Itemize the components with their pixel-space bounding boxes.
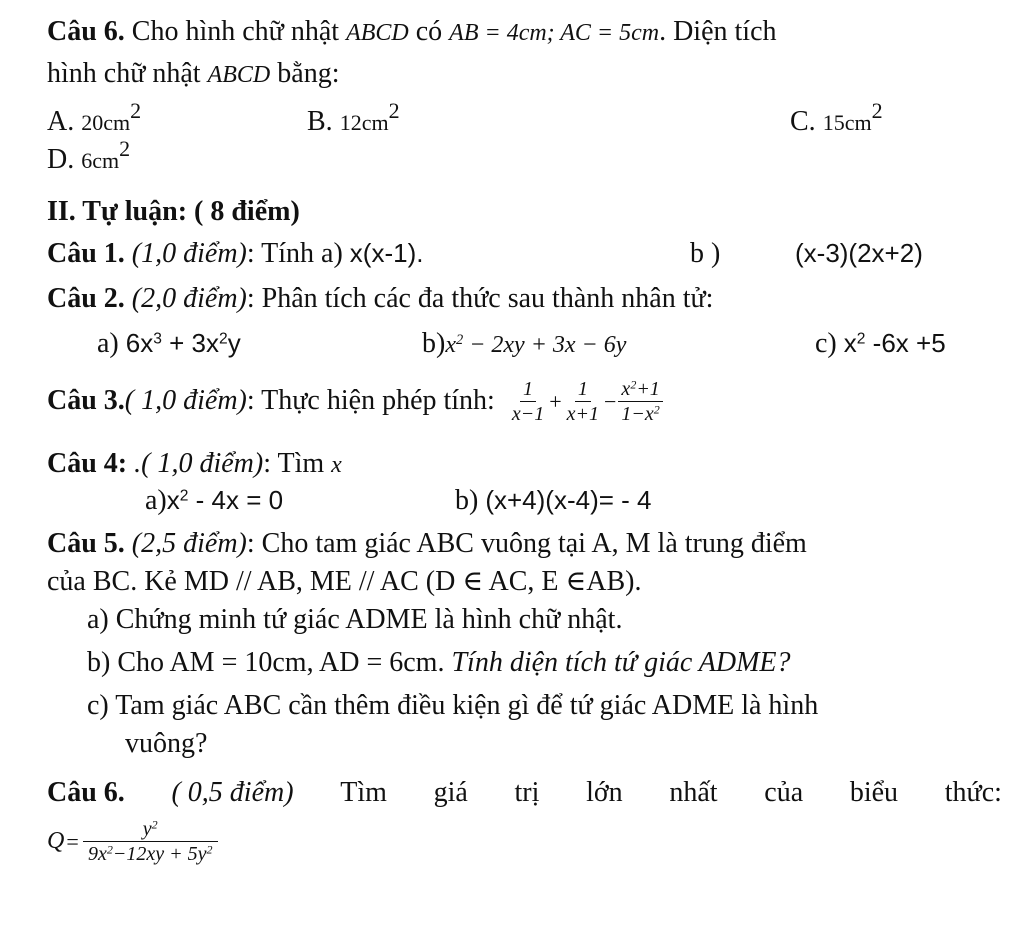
c2-a-exp1: 3 [153, 330, 162, 348]
c3-fraction-3 [618, 378, 662, 425]
c2-a-exp2: 2 [219, 330, 228, 348]
c2-a-term3: y [227, 328, 241, 358]
c5-part-c-cont [125, 728, 207, 760]
c3-f3-den [618, 402, 662, 425]
section-heading [47, 196, 300, 228]
c6-word-7: biểu [849, 777, 899, 808]
c2-label: Câu 2. [47, 283, 125, 314]
c3-plus: + [549, 388, 562, 414]
c5-points: (2,5 điểm) [131, 528, 247, 559]
q6-opt-a-exp: 2 [130, 97, 142, 123]
q6-opt-b-value: 12cm [339, 110, 389, 135]
c2-c-term1: x [843, 328, 857, 358]
q6-option-b [307, 97, 400, 138]
c5-part-a [87, 604, 622, 636]
c2-b-expr [445, 332, 626, 358]
c2-part-b [422, 328, 626, 360]
c6-word-6: của [764, 777, 804, 808]
c3-f3-den-a: 1−x [621, 403, 654, 425]
c2-c-expr [844, 328, 946, 358]
c3-fraction-1 [509, 378, 547, 425]
q6-line2-a: hình chữ nhật [47, 58, 201, 89]
c4-points: .( 1,0 điểm) [134, 448, 264, 479]
q6-opt-a-value: 20cm [81, 110, 131, 135]
q6-opt-c-exp: 2 [871, 97, 883, 123]
c6-den-a: 9x [87, 843, 107, 865]
c2-c-exp: 2 [856, 330, 866, 348]
section-heading-text: II. Tự luận: ( 8 điểm) [47, 196, 300, 227]
c6-label: Câu 6. [47, 777, 125, 808]
c5-text: : Cho tam giác ABC vuông tại A, M là trung điểm [246, 528, 807, 559]
c4-b-expr: (x+4)(x-4)= - 4 [485, 485, 652, 515]
c4-var: x [331, 452, 342, 478]
c4-a-exp: 2 [179, 487, 189, 505]
c6-num-exp: 2 [151, 817, 158, 832]
q6-opt-a-label: A. [47, 106, 75, 137]
q6-co: có [415, 16, 443, 47]
q6-label: Câu 6. [47, 16, 125, 47]
c5-part-c [87, 690, 818, 722]
c1-line [47, 238, 423, 270]
q6-opt-d-value: 6cm [81, 148, 120, 173]
c6-den-exp1: 2 [106, 842, 113, 857]
q6-opt-b-label: B. [307, 106, 333, 137]
c1-part-b-label: b ) [690, 238, 721, 269]
c5-c-text-2: vuông? [125, 728, 208, 759]
c3-f2-num: 1 [575, 378, 591, 402]
c2-part-a [97, 328, 241, 360]
c4-line [47, 448, 342, 480]
q6-opt-c-value: 15cm [822, 110, 872, 135]
c1-label: Câu 1. [47, 238, 125, 269]
c1-expr-a: x(x-1). [349, 238, 424, 268]
c2-a-term1: 6x [125, 328, 154, 358]
q6-given: AB = 4cm; AC = 5cm [449, 20, 660, 46]
c3-f1-num: 1 [520, 378, 536, 402]
c3-f2-den: x+1 [566, 403, 599, 425]
c3-line [47, 378, 665, 425]
c5-c-text-1: c) Tam giác ABC cần thêm điều kiện gì để tứ giác ADME là hình [87, 690, 819, 721]
c3-label: Câu 3. [47, 385, 125, 417]
c4-label: Câu 4: [47, 448, 128, 479]
q6-text-a: Cho hình chữ nhật [131, 16, 340, 47]
c6-q-var: Q [47, 827, 65, 854]
c3-minus: − [604, 388, 617, 414]
q6-option-d [47, 135, 131, 176]
q6-opt-c-label: C. [790, 106, 816, 137]
c2-line [47, 283, 713, 315]
c6-eq: = [66, 828, 79, 854]
c5-part-b [87, 647, 791, 679]
q6-line-1 [47, 16, 777, 48]
q6-abcd: ABCD [346, 20, 409, 46]
c3-f3-num-exp: 2 [630, 377, 637, 392]
c2-part-c [815, 328, 946, 360]
c2-b-term1: x [445, 332, 456, 358]
q6-line-2 [47, 58, 339, 90]
c2-b-exp: 2 [455, 332, 464, 349]
c3-f3-num-a: x [621, 378, 631, 400]
q6-text-b: . Diện tích [659, 16, 777, 47]
c6-word-5: nhất [669, 777, 718, 808]
c4-a-term1: x [166, 485, 180, 515]
c6-word-8: thức: [944, 777, 1002, 808]
c6-line [47, 777, 1002, 809]
c6-fraction [83, 818, 218, 865]
c4-a-expr [167, 485, 283, 515]
c2-a-term2: + 3x [161, 328, 220, 358]
c3-f3-num [618, 378, 662, 402]
c1-expr-b-wrap [795, 238, 923, 270]
c3-f1-den: x−1 [511, 403, 545, 425]
c4-a-term2: - 4x = 0 [188, 485, 284, 515]
c2-b-label: b) [422, 328, 446, 359]
c5-line-2 [47, 566, 641, 598]
c6-word-1: Tìm [340, 777, 387, 808]
c6-formula [47, 818, 220, 865]
c3-f3-num-b: +1 [636, 378, 660, 400]
c2-b-term2: − 2xy + 3x − 6y [463, 332, 627, 358]
q6-option-c [790, 97, 883, 138]
c2-a-label: a) [97, 328, 119, 359]
q6-opt-d-exp: 2 [119, 135, 131, 161]
c4-text: : Tìm [263, 448, 325, 479]
c2-c-label: c) [815, 328, 837, 359]
c5-b-text-2: Tính diện tích tứ giác ADME? [451, 647, 791, 678]
c2-points: (2,0 điểm) [131, 283, 247, 314]
c1-expr-b: (x-3)(2x+2) [795, 238, 923, 268]
q6-option-a [47, 97, 142, 138]
c3-f3-den-exp: 2 [653, 402, 660, 417]
c6-num [83, 818, 218, 842]
c2-a-expr [126, 328, 241, 358]
c2-c-term2: -6x +5 [865, 328, 946, 358]
c6-word-3: trị [514, 777, 540, 808]
c5-line2: của BC. Kẻ MD // AB, ME // AC (D ∈ AC, E ∈AB). [47, 566, 642, 597]
c6-num-a: y [142, 818, 152, 840]
c1-points: (1,0 điểm) [131, 238, 247, 269]
c5-line-1 [47, 528, 807, 560]
c5-a-text: a) Chứng minh tứ giác ADME là hình chữ nhật. [87, 604, 623, 635]
c5-b-text-1: b) Cho AM = 10cm, AD = 6cm. [87, 647, 445, 678]
c1-part-b [690, 238, 720, 270]
c4-a-label: a) [145, 485, 167, 516]
c6-points: ( 0,5 điểm) [171, 777, 294, 808]
c4-b-label: b) [455, 485, 479, 516]
c2-text: : Phân tích các đa thức sau thành nhân tử: [246, 283, 714, 314]
c6-word-4: lớn [586, 777, 623, 808]
c1-text: : Tính a) [246, 238, 343, 269]
c6-den-exp2: 2 [206, 842, 213, 857]
q6-opt-b-exp: 2 [388, 97, 400, 123]
c3-fraction-2 [564, 378, 602, 425]
c6-den [85, 842, 216, 865]
c3-points: ( 1,0 điểm) [124, 385, 247, 417]
c4-part-a [145, 485, 283, 517]
c5-label: Câu 5. [47, 528, 125, 559]
c4-part-b [455, 485, 651, 517]
q6-abcd-2: ABCD [207, 62, 271, 88]
q6-line2-b: bằng: [277, 58, 340, 89]
c6-word-2: giá [433, 777, 468, 808]
q6-opt-d-label: D. [47, 144, 75, 175]
c6-den-b: −12xy + 5y [112, 843, 207, 865]
c3-text: : Thực hiện phép tính: [246, 385, 495, 417]
